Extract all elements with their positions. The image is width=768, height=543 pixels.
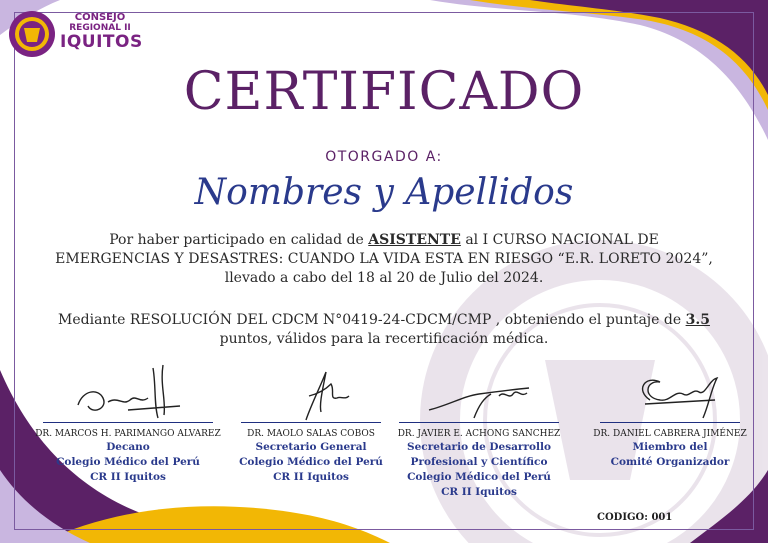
resolution-paragraph: [50, 311, 718, 349]
signature-2-icon: [251, 360, 371, 422]
signatory-1-role-3: CR II Iquitos: [90, 471, 166, 483]
signature-1-line: [43, 422, 213, 423]
granted-to-label: OTORGADO A:: [325, 149, 443, 165]
signatory-2: [236, 360, 386, 484]
signature-3-line: [399, 422, 559, 423]
signatory-4-role-1: Miembro del: [632, 441, 708, 453]
signatory-4-role-2: Comité Organizador: [610, 456, 730, 468]
signatory-2-role-3: CR II Iquitos: [273, 471, 349, 483]
participation-paragraph: [50, 231, 718, 288]
logo-wordmark: [60, 12, 143, 52]
signatory-3-role-2: Profesional y Científico: [410, 456, 548, 468]
logo-line-1: CONSEJO: [74, 12, 126, 23]
signatory-3-name: DR. JAVIER E. ACHONG SANCHEZ: [397, 429, 561, 439]
para1-after: al I CURSO NACIONAL DE EMERGENCIAS Y DESASTRES: CUANDO LA VIDA ESTA EN RIESGO “E.R. LORETO 2024”, llevado a cabo del 18 al 20 de Julio del 2024.: [55, 232, 713, 286]
signature-1-icon: [68, 360, 188, 422]
certificate-title: CERTIFICADO: [183, 62, 585, 122]
signature-4-icon: [605, 360, 735, 422]
signatory-3-role-4: CR II Iquitos: [441, 486, 517, 498]
signatory-2-name: DR. MAOLO SALAS COBOS: [247, 429, 375, 439]
consejo-logo-icon: [8, 10, 56, 58]
para2-after: puntos, válidos para la recertificación médica.: [219, 331, 549, 347]
signatory-4: [580, 360, 760, 469]
logo-line-2: REGIONAL II: [69, 23, 131, 33]
signatory-3-role-1: Secretario de Desarrollo: [407, 441, 551, 453]
signatory-2-role-1: Secretario General: [255, 441, 367, 453]
signatory-1-name: DR. MARCOS H. PARIMANGO ALVAREZ: [35, 429, 221, 439]
recipient-name: Nombres y Apellidos: [194, 172, 574, 213]
signatory-1-role-2: Colegio Médico del Perú: [56, 456, 200, 468]
para1-before: Por haber participado en calidad de: [109, 232, 369, 248]
signatory-2-role-2: Colegio Médico del Perú: [239, 456, 383, 468]
signature-3-icon: [409, 360, 549, 422]
signatory-4-name: DR. DANIEL CABRERA JIMÉNEZ: [593, 429, 747, 439]
signature-4-line: [600, 422, 740, 423]
signatory-1-role-1: Decano: [106, 441, 150, 453]
certificate-code: CODIGO: 001: [597, 512, 673, 523]
signatory-3-role-3: Colegio Médico del Perú: [407, 471, 551, 483]
logo-line-3: IQUITOS: [60, 32, 143, 52]
signature-2-line: [241, 422, 381, 423]
score-value: 3.5: [685, 312, 710, 328]
participation-role: ASISTENTE: [368, 232, 461, 248]
signatory-3: [388, 360, 570, 499]
para2-before: Mediante RESOLUCIÓN DEL CDCM N°0419-24-CDCM/CMP , obteniendo el puntaje de: [58, 312, 686, 328]
signatory-1: [22, 360, 234, 484]
